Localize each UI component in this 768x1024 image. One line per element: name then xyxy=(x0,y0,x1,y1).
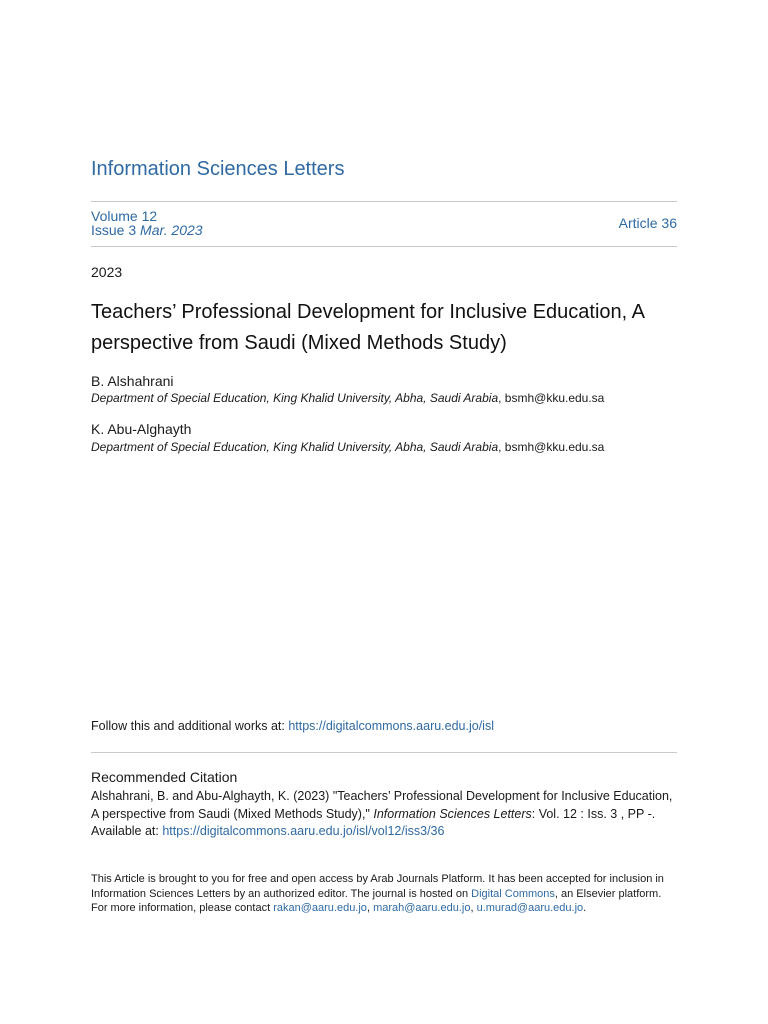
author-email: bsmh@kku.edu.sa xyxy=(504,440,605,454)
author-name: B. Alshahrani xyxy=(91,373,174,389)
available-label: Available at: xyxy=(91,824,163,838)
publication-year: 2023 xyxy=(91,264,123,280)
citation-journal: Information Sciences Letters xyxy=(373,806,532,821)
volume-link[interactable]: Volume 12 xyxy=(91,208,158,224)
contact-email-link[interactable]: marah@aaru.edu.jo xyxy=(373,902,471,914)
follow-text: Follow this and additional works at: xyxy=(91,719,289,733)
access-notice xyxy=(91,872,677,916)
separator: , xyxy=(366,902,374,914)
author-department: Department of Special Education, King Khalid University, Abha, Saudi Arabia xyxy=(91,440,499,454)
citation-heading: Recommended Citation xyxy=(91,769,238,785)
author-email: bsmh@kku.edu.sa xyxy=(504,391,605,405)
author-affiliation: Department of Special Education, King Khalid University, Abha, Saudi Arabia, bsmh@kku.edu.sa xyxy=(91,391,605,405)
author-name: K. Abu-Alghayth xyxy=(91,421,192,437)
notice-end: . xyxy=(583,902,587,914)
journal-title-link[interactable]: Information Sciences Letters xyxy=(91,158,345,180)
citation-divider xyxy=(91,752,677,753)
notice-text: , an Elsevier platform. For more information, please contact xyxy=(91,887,662,914)
header-divider xyxy=(91,246,677,247)
contact-email-link[interactable]: u.murad@aaru.edu.jo xyxy=(476,902,584,914)
notice-text: This Article is brought to you for free and open access by Arab Journals Platform. It has been accepted for inclusion in Information Sciences Letters by an authorized editor. The journal is hosted on xyxy=(91,873,664,900)
available-link[interactable]: https://digitalcommons.aaru.edu.jo/isl/vol12/iss3/36 xyxy=(162,824,445,838)
citation-text: Alshahrani, B. and Abu-Alghayth, K. (2023) "Teachers’ Professional Development for Inclusive Education, A perspective from Saudi (Mixed Methods Study)," xyxy=(91,789,673,821)
citation-body xyxy=(91,788,677,841)
article-number-link[interactable]: Article 36 xyxy=(618,215,677,231)
citation-volume: : Vol. 12 : Iss. 3 , PP -. xyxy=(531,806,656,821)
volume-issue-block xyxy=(91,209,203,237)
author-affiliation: Department of Special Education, King Khalid University, Abha, Saudi Arabia, bsmh@kku.edu.sa xyxy=(91,440,605,454)
author-department: Department of Special Education, King Khalid University, Abha, Saudi Arabia xyxy=(91,391,499,405)
top-divider xyxy=(91,201,677,202)
follow-line xyxy=(91,719,494,733)
separator: , xyxy=(470,902,477,914)
issue-link[interactable]: Issue 3 xyxy=(91,222,137,238)
issue-date[interactable]: Mar. 2023 xyxy=(140,222,203,238)
contact-email-link[interactable]: rakan@aaru.edu.jo xyxy=(273,902,367,914)
digital-commons-link[interactable]: Digital Commons xyxy=(471,887,555,900)
follow-link[interactable]: https://digitalcommons.aaru.edu.jo/isl xyxy=(288,719,494,733)
article-title: Teachers’ Professional Development for Inclusive Education, A perspective from Saudi (Mixed Methods Study) xyxy=(91,301,644,354)
